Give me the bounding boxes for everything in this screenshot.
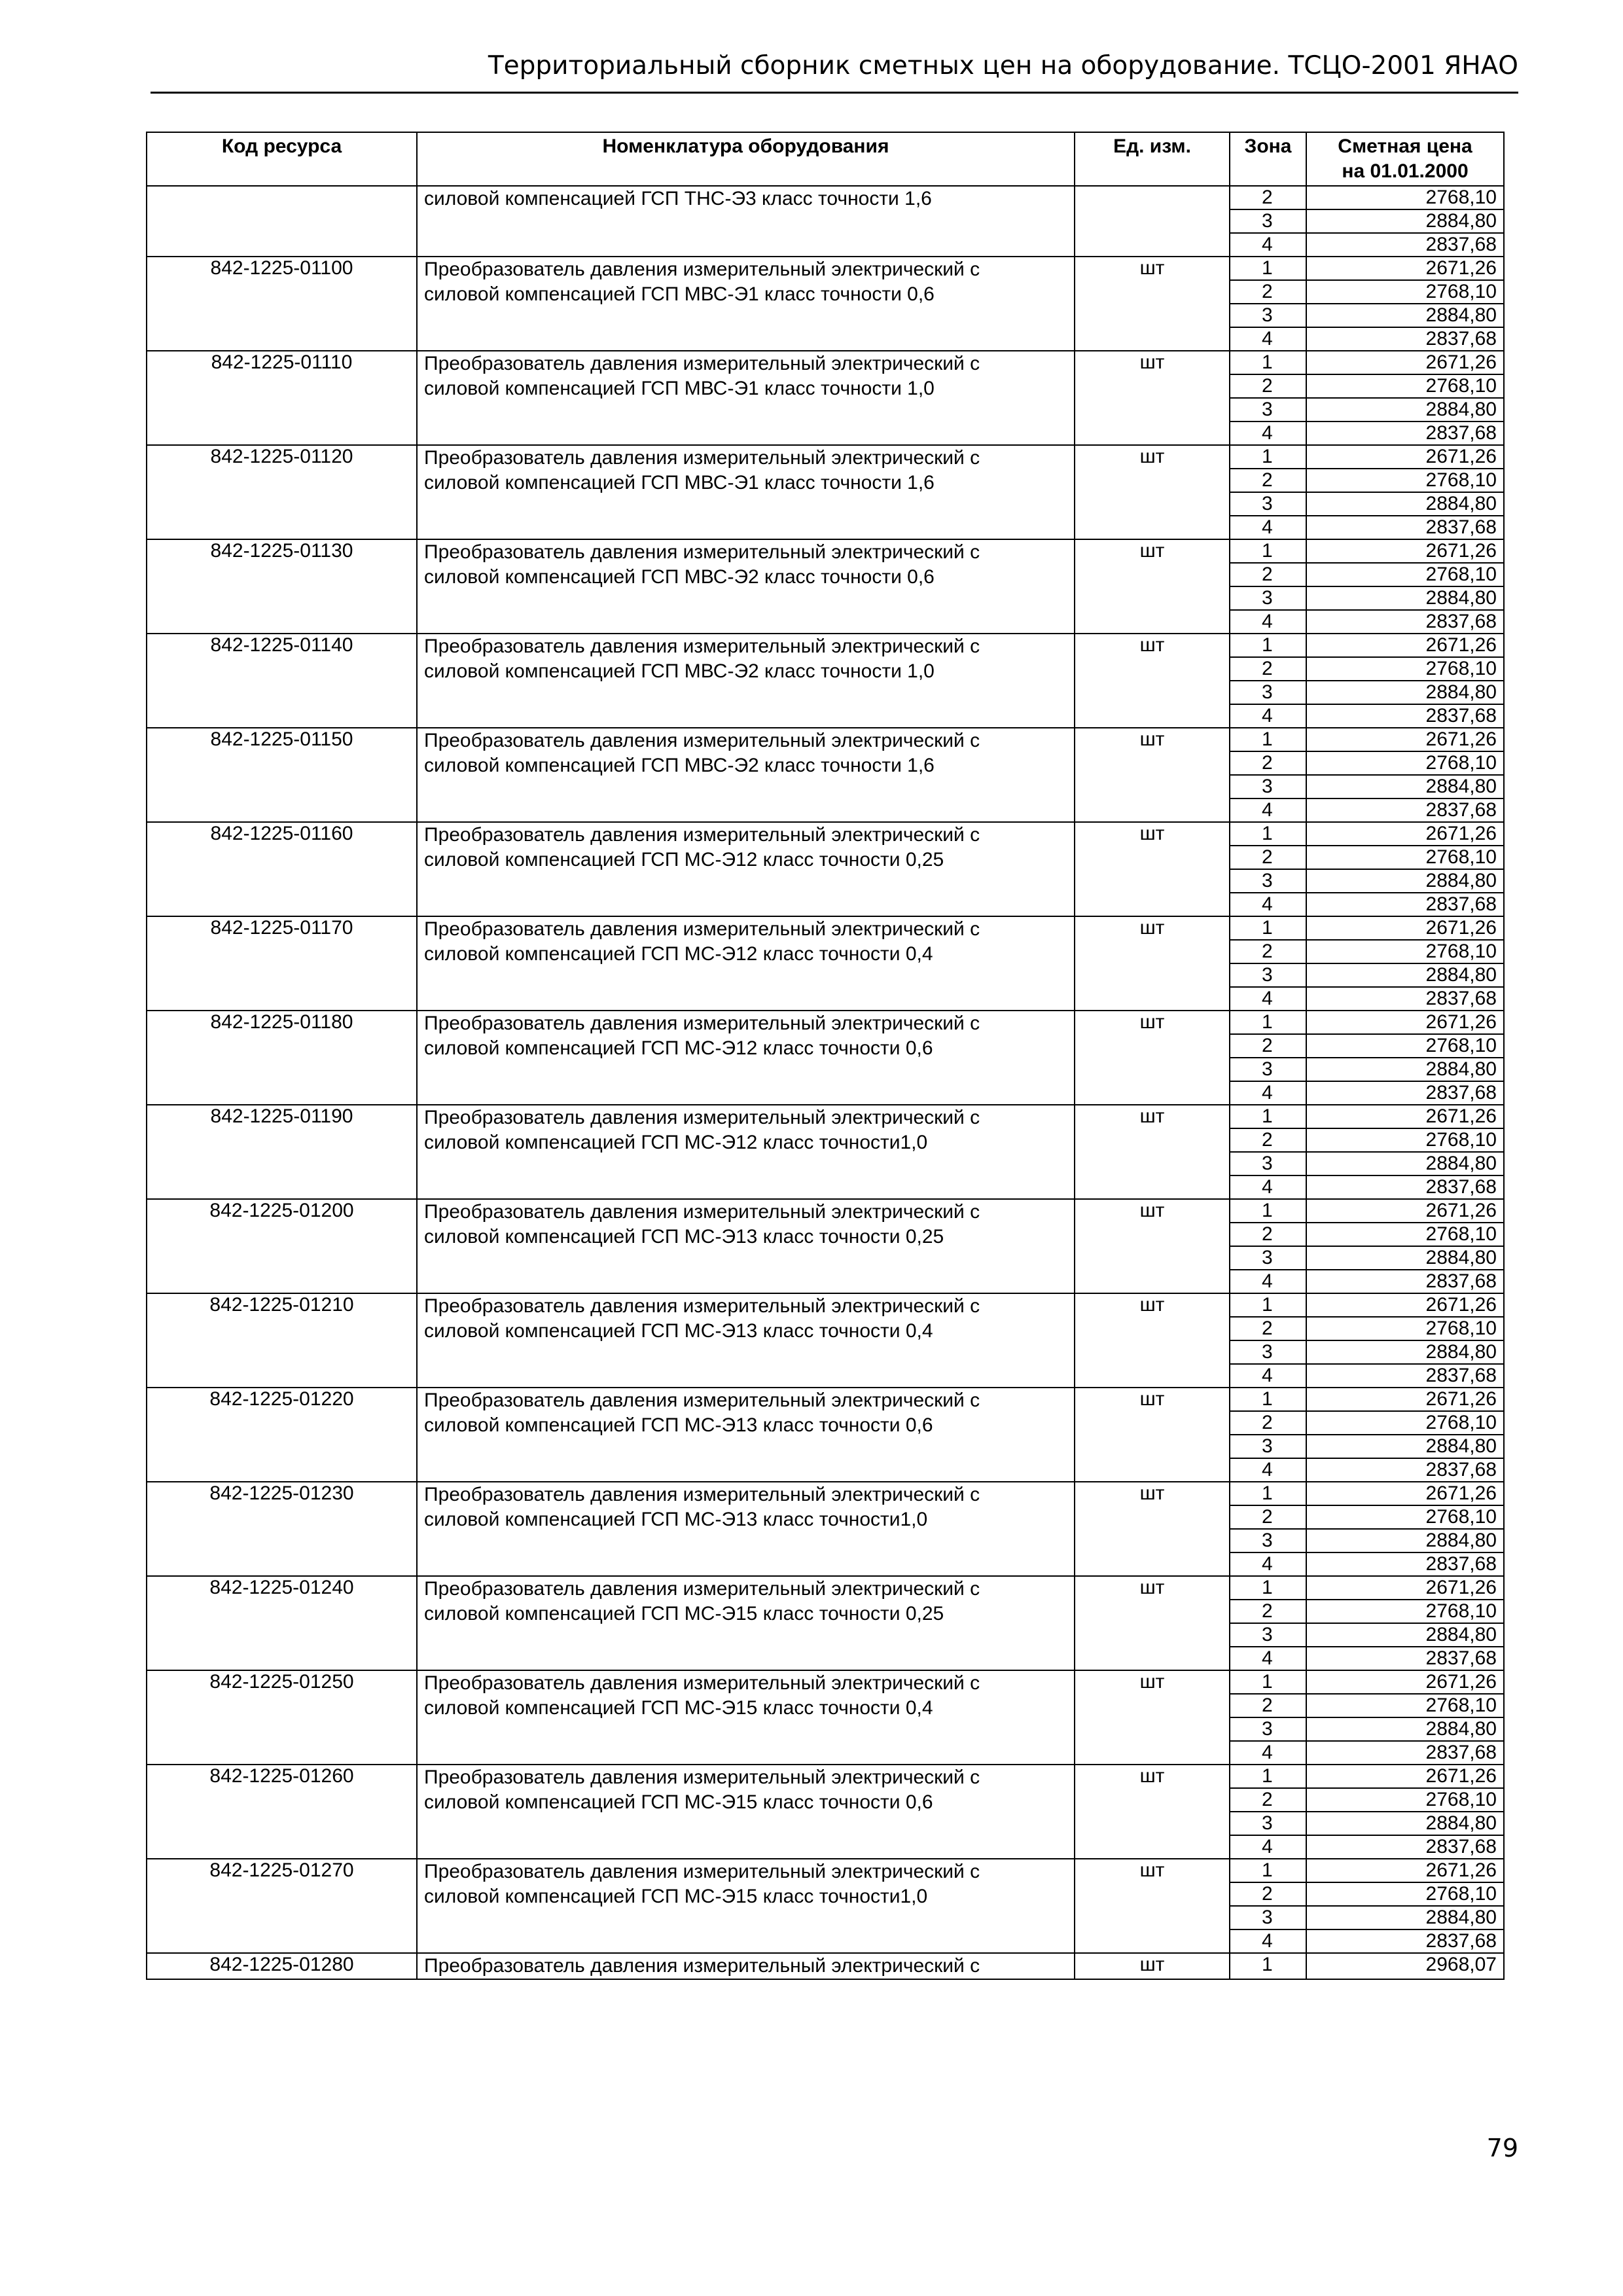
zone-cell: 2: [1230, 469, 1306, 492]
price-cell: 2884,80: [1306, 304, 1504, 327]
equipment-name-line: Преобразователь давления измерительный электрический с: [424, 1013, 980, 1034]
zone-cell: 2: [1230, 280, 1306, 304]
table-row: [147, 1482, 1504, 1505]
equipment-name-line: Преобразователь давления измерительный электрический с: [424, 636, 980, 657]
column-header-unit: Ед. изм.: [1075, 132, 1230, 186]
price-cell: 2837,68: [1306, 1175, 1504, 1199]
equipment-name: [417, 1388, 1075, 1482]
zone-cell: 4: [1230, 327, 1306, 351]
zone-cell: 1: [1230, 1765, 1306, 1788]
table-row: [147, 1670, 1504, 1694]
resource-code: 842-1225-01100: [147, 257, 417, 351]
table-row: [147, 1859, 1504, 1882]
zone-cell: 4: [1230, 1647, 1306, 1670]
price-cell: 2768,10: [1306, 1317, 1504, 1340]
price-cell: 2671,26: [1306, 539, 1504, 563]
column-header-zone: Зона: [1230, 132, 1306, 186]
equipment-name-line: Преобразователь давления измерительный электрический с: [424, 1861, 980, 1882]
resource-code: 842-1225-01210: [147, 1293, 417, 1388]
zone-cell: 2: [1230, 1788, 1306, 1812]
price-cell: 2768,10: [1306, 1128, 1504, 1152]
zone-cell: 3: [1230, 304, 1306, 327]
table-body: [147, 186, 1504, 1979]
equipment-name-line: Преобразователь давления измерительный электрический с: [424, 1295, 980, 1317]
price-cell: 2837,68: [1306, 1364, 1504, 1388]
equipment-name-line: силовой компенсацией ГСП МВС-Э2 класс точности 0,6: [424, 566, 935, 588]
zone-cell: 4: [1230, 1741, 1306, 1765]
price-cell: 2768,10: [1306, 1882, 1504, 1906]
equipment-name-line: Преобразователь давления измерительный электрический с: [424, 730, 980, 751]
equipment-name: [417, 1482, 1075, 1576]
price-cell: 2837,68: [1306, 1552, 1504, 1576]
table-row: [147, 1199, 1504, 1223]
price-cell: 2884,80: [1306, 209, 1504, 233]
equipment-name-line: Преобразователь давления измерительный электрический с: [424, 1201, 980, 1223]
zone-cell: 1: [1230, 1293, 1306, 1317]
price-cell: 2671,26: [1306, 1011, 1504, 1034]
resource-code: 842-1225-01240: [147, 1576, 417, 1670]
table-row: [147, 257, 1504, 280]
unit-of-measure: шт: [1075, 1765, 1230, 1859]
price-cell: 2837,68: [1306, 1835, 1504, 1859]
price-cell: 2884,80: [1306, 681, 1504, 704]
equipment-name-line: силовой компенсацией ГСП МС-Э15 класс точности1,0: [424, 1886, 928, 1907]
zone-cell: 2: [1230, 374, 1306, 398]
zone-cell: 4: [1230, 610, 1306, 634]
zone-cell: 1: [1230, 351, 1306, 374]
header-divider: [151, 92, 1518, 94]
price-cell: 2671,26: [1306, 822, 1504, 846]
price-cell: 2768,10: [1306, 1600, 1504, 1623]
price-cell: 2884,80: [1306, 1906, 1504, 1929]
zone-cell: 1: [1230, 634, 1306, 657]
equipment-name-line: Преобразователь давления измерительный электрический с: [424, 1484, 980, 1505]
price-cell: 2884,80: [1306, 586, 1504, 610]
price-cell: 2671,26: [1306, 1293, 1504, 1317]
equipment-name-line: силовой компенсацией ГСП ТНС-Э3 класс точности 1,6: [424, 188, 932, 209]
zone-cell: 3: [1230, 1529, 1306, 1552]
equipment-name: [417, 1105, 1075, 1199]
equipment-name: [417, 351, 1075, 445]
price-cell: 2884,80: [1306, 1435, 1504, 1458]
unit-of-measure: шт: [1075, 634, 1230, 728]
table-row: [147, 728, 1504, 751]
equipment-name-line: силовой компенсацией ГСП МС-Э15 класс точности 0,25: [424, 1603, 944, 1624]
zone-cell: 4: [1230, 1835, 1306, 1859]
unit-of-measure: шт: [1075, 916, 1230, 1011]
zone-cell: 2: [1230, 1128, 1306, 1152]
price-cell: 2837,68: [1306, 422, 1504, 445]
price-cell: 2671,26: [1306, 1105, 1504, 1128]
unit-of-measure: шт: [1075, 1388, 1230, 1482]
resource-code: 842-1225-01110: [147, 351, 417, 445]
unit-of-measure: шт: [1075, 1293, 1230, 1388]
equipment-name-line: силовой компенсацией ГСП МС-Э13 класс точности 0,6: [424, 1414, 933, 1436]
zone-cell: 3: [1230, 963, 1306, 987]
price-cell: 2768,10: [1306, 1694, 1504, 1717]
equipment-name-line: силовой компенсацией ГСП МС-Э12 класс точности 0,25: [424, 849, 944, 870]
equipment-name: [417, 1293, 1075, 1388]
zone-cell: 1: [1230, 1953, 1306, 1979]
price-cell: 2671,26: [1306, 1576, 1504, 1600]
resource-code: 842-1225-01280: [147, 1953, 417, 1979]
resource-code: 842-1225-01270: [147, 1859, 417, 1953]
price-cell: 2837,68: [1306, 233, 1504, 257]
price-cell: 2768,10: [1306, 657, 1504, 681]
price-cell: 2837,68: [1306, 987, 1504, 1011]
zone-cell: 4: [1230, 987, 1306, 1011]
equipment-name-line: силовой компенсацией ГСП МВС-Э2 класс точности 1,0: [424, 660, 935, 682]
zone-cell: 2: [1230, 657, 1306, 681]
price-cell: 2768,10: [1306, 563, 1504, 586]
equipment-name-line: силовой компенсацией ГСП МВС-Э1 класс точности 1,6: [424, 472, 935, 493]
resource-code: 842-1225-01230: [147, 1482, 417, 1576]
price-cell: 2671,26: [1306, 351, 1504, 374]
price-cell: 2884,80: [1306, 1058, 1504, 1081]
column-header-price-line2: на 01.01.2000: [1342, 160, 1469, 182]
price-cell: 2768,10: [1306, 1788, 1504, 1812]
price-cell: 2837,68: [1306, 1270, 1504, 1293]
unit-of-measure: шт: [1075, 1482, 1230, 1576]
unit-of-measure: шт: [1075, 728, 1230, 822]
zone-cell: 1: [1230, 822, 1306, 846]
equipment-name: [417, 257, 1075, 351]
zone-cell: 4: [1230, 1552, 1306, 1576]
equipment-name: [417, 1670, 1075, 1765]
zone-cell: 3: [1230, 1246, 1306, 1270]
resource-code: 842-1225-01120: [147, 445, 417, 539]
unit-of-measure: шт: [1075, 539, 1230, 634]
zone-cell: 2: [1230, 1505, 1306, 1529]
equipment-name-line: силовой компенсацией ГСП МС-Э13 класс точности 0,25: [424, 1226, 944, 1247]
unit-of-measure: шт: [1075, 257, 1230, 351]
price-cell: 2768,10: [1306, 751, 1504, 775]
price-cell: 2768,10: [1306, 1505, 1504, 1529]
price-cell: 2671,26: [1306, 728, 1504, 751]
table-row: [147, 1388, 1504, 1411]
zone-cell: 3: [1230, 869, 1306, 893]
equipment-name-line: силовой компенсацией ГСП МВС-Э1 класс точности 0,6: [424, 283, 935, 305]
zone-cell: 4: [1230, 1364, 1306, 1388]
zone-cell: 3: [1230, 1906, 1306, 1929]
zone-cell: 4: [1230, 798, 1306, 822]
price-cell: 2884,80: [1306, 775, 1504, 798]
price-cell: 2837,68: [1306, 798, 1504, 822]
price-cell: 2768,10: [1306, 940, 1504, 963]
unit-of-measure: шт: [1075, 1199, 1230, 1293]
price-cell: 2884,80: [1306, 1529, 1504, 1552]
unit-of-measure: шт: [1075, 351, 1230, 445]
resource-code: 842-1225-01150: [147, 728, 417, 822]
resource-code: 842-1225-01180: [147, 1011, 417, 1105]
price-cell: 2884,80: [1306, 1152, 1504, 1175]
table-row: [147, 445, 1504, 469]
table-row: [147, 1576, 1504, 1600]
equipment-name-line: Преобразователь давления измерительный электрический с: [424, 1672, 980, 1694]
zone-cell: 3: [1230, 1152, 1306, 1175]
zone-cell: 3: [1230, 1717, 1306, 1741]
zone-cell: 2: [1230, 940, 1306, 963]
price-cell: 2671,26: [1306, 916, 1504, 940]
price-cell: 2837,68: [1306, 893, 1504, 916]
price-cell: 2884,80: [1306, 1246, 1504, 1270]
table-row: [147, 539, 1504, 563]
equipment-name: [417, 1953, 1075, 1979]
equipment-name-line: силовой компенсацией ГСП МС-Э12 класс точности 0,4: [424, 943, 933, 965]
zone-cell: 1: [1230, 539, 1306, 563]
zone-cell: 4: [1230, 1270, 1306, 1293]
price-cell: 2671,26: [1306, 1765, 1504, 1788]
equipment-name-line: силовой компенсацией ГСП МС-Э12 класс точности 0,6: [424, 1037, 933, 1059]
zone-cell: 2: [1230, 1223, 1306, 1246]
equipment-name: [417, 1199, 1075, 1293]
price-cell: 2837,68: [1306, 1458, 1504, 1482]
zone-cell: 3: [1230, 1058, 1306, 1081]
equipment-name: [417, 1765, 1075, 1859]
price-cell: 2837,68: [1306, 704, 1504, 728]
price-cell: 2768,10: [1306, 1411, 1504, 1435]
equipment-name-line: силовой компенсацией ГСП МВС-Э2 класс точности 1,6: [424, 755, 935, 776]
price-cell: 2768,10: [1306, 846, 1504, 869]
price-cell: 2884,80: [1306, 1717, 1504, 1741]
price-cell: 2768,10: [1306, 1223, 1504, 1246]
page-header-title: Территориальный сборник сметных цен на оборудование. ТСЦО-2001 ЯНАО: [488, 51, 1518, 81]
resource-code: [147, 186, 417, 257]
resource-code: 842-1225-01170: [147, 916, 417, 1011]
price-cell: 2671,26: [1306, 634, 1504, 657]
price-cell: 2884,80: [1306, 963, 1504, 987]
price-cell: 2968,07: [1306, 1953, 1504, 1979]
price-cell: 2768,10: [1306, 1034, 1504, 1058]
zone-cell: 2: [1230, 1317, 1306, 1340]
price-cell: 2884,80: [1306, 1340, 1504, 1364]
resource-code: 842-1225-01220: [147, 1388, 417, 1482]
resource-code: 842-1225-01160: [147, 822, 417, 916]
zone-cell: 2: [1230, 1600, 1306, 1623]
zone-cell: 2: [1230, 751, 1306, 775]
price-cell: 2768,10: [1306, 469, 1504, 492]
equipment-name-line: силовой компенсацией ГСП МС-Э13 класс точности 0,4: [424, 1320, 933, 1342]
zone-cell: 4: [1230, 893, 1306, 916]
equipment-name: [417, 634, 1075, 728]
zone-cell: 4: [1230, 1081, 1306, 1105]
equipment-name: [417, 445, 1075, 539]
equipment-name: [417, 186, 1075, 257]
price-cell: 2837,68: [1306, 1647, 1504, 1670]
zone-cell: 3: [1230, 681, 1306, 704]
table-row: [147, 1105, 1504, 1128]
price-cell: 2837,68: [1306, 1081, 1504, 1105]
page-number: 79: [1486, 2134, 1518, 2162]
equipment-name-line: Преобразователь давления измерительный электрический с: [424, 353, 980, 374]
resource-code: 842-1225-01200: [147, 1199, 417, 1293]
resource-code: 842-1225-01250: [147, 1670, 417, 1765]
zone-cell: 1: [1230, 1199, 1306, 1223]
price-table: [146, 132, 1505, 1980]
price-cell: 2837,68: [1306, 610, 1504, 634]
price-cell: 2884,80: [1306, 492, 1504, 516]
table-row: [147, 351, 1504, 374]
table-row: [147, 634, 1504, 657]
unit-of-measure: [1075, 186, 1230, 257]
equipment-name-line: Преобразователь давления измерительный электрический с: [424, 1955, 980, 1977]
zone-cell: 1: [1230, 1388, 1306, 1411]
equipment-name-line: силовой компенсацией ГСП МС-Э15 класс точности 0,6: [424, 1791, 933, 1813]
equipment-name-line: Преобразователь давления измерительный электрический с: [424, 1578, 980, 1600]
equipment-name-line: силовой компенсацией ГСП МС-Э15 класс точности 0,4: [424, 1697, 933, 1719]
zone-cell: 3: [1230, 1435, 1306, 1458]
price-cell: 2884,80: [1306, 1623, 1504, 1647]
price-cell: 2768,10: [1306, 280, 1504, 304]
price-cell: 2768,10: [1306, 374, 1504, 398]
zone-cell: 4: [1230, 1929, 1306, 1953]
table-row: [147, 1293, 1504, 1317]
equipment-name-line: Преобразователь давления измерительный электрический с: [424, 918, 980, 940]
zone-cell: 2: [1230, 1882, 1306, 1906]
zone-cell: 2: [1230, 563, 1306, 586]
table-row: [147, 1765, 1504, 1788]
equipment-name: [417, 1859, 1075, 1953]
price-cell: 2837,68: [1306, 1929, 1504, 1953]
zone-cell: 4: [1230, 233, 1306, 257]
equipment-name-line: Преобразователь давления измерительный электрический с: [424, 1107, 980, 1128]
table-row: [147, 916, 1504, 940]
zone-cell: 3: [1230, 209, 1306, 233]
zone-cell: 1: [1230, 916, 1306, 940]
equipment-name-line: Преобразователь давления измерительный электрический с: [424, 259, 980, 280]
zone-cell: 2: [1230, 186, 1306, 209]
price-cell: 2837,68: [1306, 1741, 1504, 1765]
unit-of-measure: шт: [1075, 822, 1230, 916]
price-cell: 2671,26: [1306, 1670, 1504, 1694]
column-header-price: [1306, 132, 1504, 186]
zone-cell: 3: [1230, 1812, 1306, 1835]
price-cell: 2671,26: [1306, 1388, 1504, 1411]
column-header-code: Код ресурса: [147, 132, 417, 186]
zone-cell: 3: [1230, 492, 1306, 516]
unit-of-measure: шт: [1075, 1576, 1230, 1670]
unit-of-measure: шт: [1075, 1011, 1230, 1105]
zone-cell: 4: [1230, 1458, 1306, 1482]
zone-cell: 2: [1230, 1034, 1306, 1058]
price-cell: 2671,26: [1306, 257, 1504, 280]
zone-cell: 1: [1230, 257, 1306, 280]
resource-code: 842-1225-01130: [147, 539, 417, 634]
price-cell: 2768,10: [1306, 186, 1504, 209]
price-cell: 2837,68: [1306, 327, 1504, 351]
zone-cell: 3: [1230, 1340, 1306, 1364]
equipment-name: [417, 539, 1075, 634]
equipment-name-line: силовой компенсацией ГСП МС-Э13 класс точности1,0: [424, 1509, 928, 1530]
equipment-name-line: силовой компенсацией ГСП МВС-Э1 класс точности 1,0: [424, 378, 935, 399]
unit-of-measure: шт: [1075, 1953, 1230, 1979]
zone-cell: 4: [1230, 704, 1306, 728]
equipment-name: [417, 1576, 1075, 1670]
price-cell: 2671,26: [1306, 1199, 1504, 1223]
resource-code: 842-1225-01260: [147, 1765, 417, 1859]
equipment-name: [417, 822, 1075, 916]
column-header-price-line1: Сметная цена: [1338, 135, 1472, 157]
table-row: [147, 186, 1504, 209]
table-row: [147, 822, 1504, 846]
zone-cell: 3: [1230, 1623, 1306, 1647]
zone-cell: 4: [1230, 1175, 1306, 1199]
price-cell: 2671,26: [1306, 1482, 1504, 1505]
zone-cell: 1: [1230, 1011, 1306, 1034]
zone-cell: 2: [1230, 846, 1306, 869]
unit-of-measure: шт: [1075, 1105, 1230, 1199]
zone-cell: 1: [1230, 728, 1306, 751]
equipment-name-line: Преобразователь давления измерительный электрический с: [424, 1767, 980, 1788]
zone-cell: 3: [1230, 586, 1306, 610]
zone-cell: 3: [1230, 775, 1306, 798]
resource-code: 842-1225-01190: [147, 1105, 417, 1199]
equipment-name-line: Преобразователь давления измерительный электрический с: [424, 447, 980, 469]
price-cell: 2884,80: [1306, 869, 1504, 893]
table-row: [147, 1011, 1504, 1034]
equipment-name: [417, 916, 1075, 1011]
price-cell: 2671,26: [1306, 445, 1504, 469]
column-header-name: Номенклатура оборудования: [417, 132, 1075, 186]
equipment-name-line: силовой компенсацией ГСП МС-Э12 класс точности1,0: [424, 1132, 928, 1153]
equipment-name-line: Преобразователь давления измерительный электрический с: [424, 1390, 980, 1411]
zone-cell: 4: [1230, 422, 1306, 445]
zone-cell: 2: [1230, 1694, 1306, 1717]
zone-cell: 1: [1230, 445, 1306, 469]
equipment-name: [417, 1011, 1075, 1105]
equipment-name-line: Преобразователь давления измерительный электрический с: [424, 824, 980, 846]
zone-cell: 1: [1230, 1482, 1306, 1505]
zone-cell: 3: [1230, 398, 1306, 422]
zone-cell: 1: [1230, 1859, 1306, 1882]
zone-cell: 1: [1230, 1105, 1306, 1128]
unit-of-measure: шт: [1075, 1859, 1230, 1953]
zone-cell: 1: [1230, 1670, 1306, 1694]
price-cell: 2884,80: [1306, 1812, 1504, 1835]
unit-of-measure: шт: [1075, 445, 1230, 539]
zone-cell: 1: [1230, 1576, 1306, 1600]
price-cell: 2884,80: [1306, 398, 1504, 422]
table-row: [147, 1953, 1504, 1979]
price-cell: 2837,68: [1306, 516, 1504, 539]
zone-cell: 4: [1230, 516, 1306, 539]
equipment-name-line: Преобразователь давления измерительный электрический с: [424, 541, 980, 563]
table-header-row: [147, 132, 1504, 186]
resource-code: 842-1225-01140: [147, 634, 417, 728]
unit-of-measure: шт: [1075, 1670, 1230, 1765]
equipment-name: [417, 728, 1075, 822]
zone-cell: 2: [1230, 1411, 1306, 1435]
price-cell: 2671,26: [1306, 1859, 1504, 1882]
